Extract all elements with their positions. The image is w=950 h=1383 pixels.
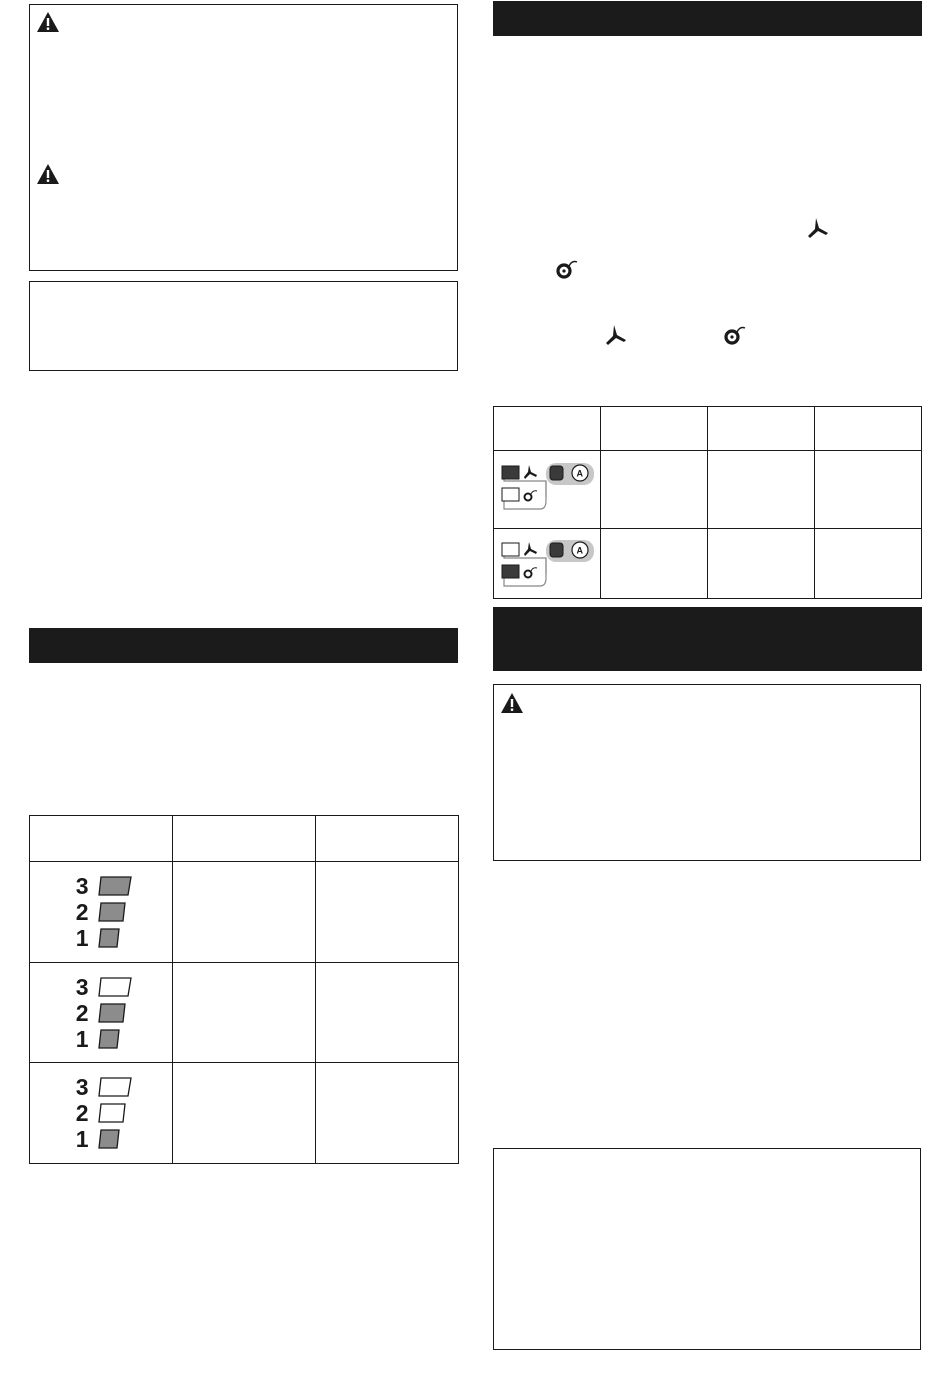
lamp-unlit (98, 977, 132, 997)
battery-level-cell (30, 862, 173, 963)
warning-box (493, 684, 921, 861)
lamp-unlit (98, 1077, 132, 1097)
level-number: 3 (75, 973, 89, 1000)
table-row (494, 529, 922, 599)
battery-level-cell (30, 1063, 173, 1164)
lamp-lit (98, 902, 132, 922)
section-heading-bar (493, 607, 922, 671)
warning-icon (500, 692, 524, 714)
battery-level-cell (30, 963, 173, 1063)
level-number: 2 (75, 1100, 89, 1126)
lamp-lit (98, 1129, 132, 1149)
table-row (30, 862, 459, 963)
blade-icon (605, 325, 627, 347)
table-row (30, 963, 459, 1063)
mode-panel-cell (494, 451, 601, 529)
nylon-cord-icon (555, 258, 579, 280)
level-number: 1 (75, 925, 89, 951)
mode-panel (500, 538, 600, 598)
warning-icon (36, 163, 60, 185)
mode-panel-cell (494, 529, 601, 599)
lamp-lit (98, 1003, 132, 1023)
level-number: 1 (75, 1126, 89, 1152)
table-header-row (30, 816, 459, 862)
level-number: 2 (75, 999, 89, 1026)
lamp-unlit (98, 1103, 132, 1123)
lamp-lit (98, 928, 132, 948)
section-heading-bar (29, 628, 458, 663)
table-row (30, 1063, 459, 1164)
mode-panel (500, 461, 600, 521)
section-heading-bar (493, 1, 922, 36)
svg-text:A: A (576, 545, 583, 556)
table-header-row (494, 407, 922, 451)
level-number: 3 (75, 873, 89, 899)
svg-text:A: A (576, 468, 583, 479)
level-number: 3 (75, 1074, 89, 1100)
lamp-lit (98, 1029, 132, 1049)
warning-icon (36, 11, 60, 33)
table-row (494, 451, 922, 529)
note-box (493, 1148, 921, 1350)
mode-indicator-table (493, 406, 922, 599)
nylon-cord-icon (723, 324, 747, 346)
battery-indicator-table (29, 815, 459, 1164)
level-number: 2 (75, 899, 89, 925)
level-number: 1 (75, 1025, 89, 1052)
blade-icon (807, 218, 829, 240)
lamp-lit (98, 876, 132, 896)
warning-box (29, 4, 458, 271)
note-box (29, 281, 458, 371)
